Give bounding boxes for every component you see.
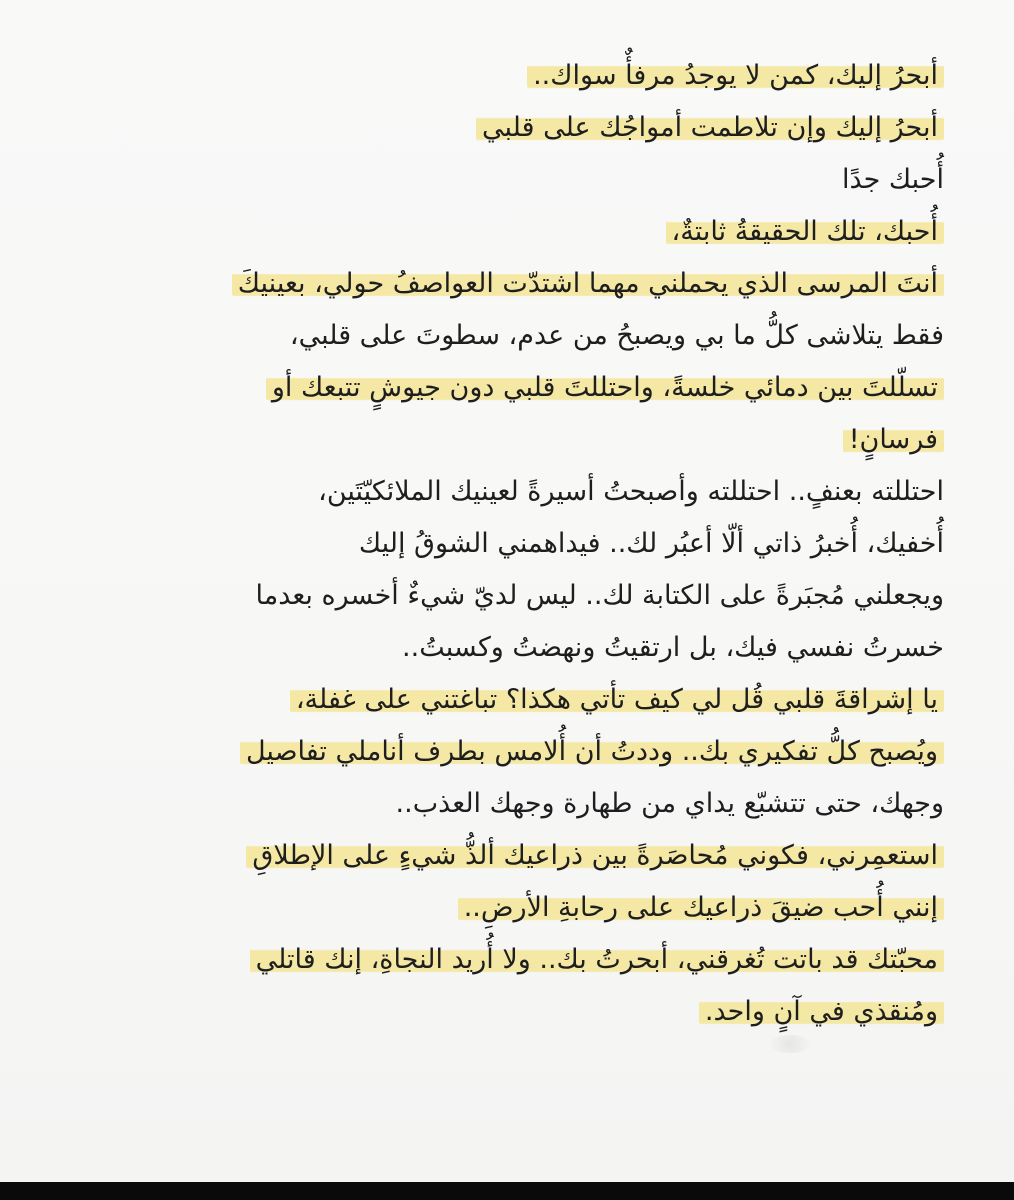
plain-text: وجهك، حتى تتشبّع يداي من طهارة وجهك العذب..: [395, 788, 944, 819]
text-line: [54, 622, 944, 674]
text-line: [54, 726, 944, 778]
text-line: [54, 50, 944, 102]
plain-text: أُحبك جدًا: [841, 164, 944, 195]
poem-text: [54, 50, 944, 1038]
text-line: [54, 882, 944, 934]
highlighted-text: أُحبك، تلك الحقيقةُ ثابتةٌ،: [666, 216, 944, 247]
text-line: [54, 206, 944, 258]
text-line: [54, 102, 944, 154]
plain-text: أُخفيك، أُخبرُ ذاتي ألّا أعبُر لك.. فيداهمني الشوقُ إليك: [358, 528, 944, 559]
text-line: [54, 518, 944, 570]
highlighted-text: فرسانٍ!: [843, 424, 944, 455]
highlighted-text: ومُنقذي في آنٍ واحد.: [699, 996, 944, 1027]
plain-text: خسرتُ نفسي فيك، بل ارتقيتُ ونهضتُ وكسبتُ..: [402, 632, 944, 663]
plain-text: ويجعلني مُجبَرةً على الكتابة لك.. ليس لديّ شيءٌ أخسره بعدما: [255, 580, 944, 611]
paper-smudge: [770, 1035, 810, 1053]
highlighted-text: تسلّلتَ بين دمائي خلسةً، واحتللتَ قلبي دون جيوشٍ تتبعك أو: [266, 372, 944, 403]
bottom-bar: [0, 1182, 1014, 1200]
plain-text: احتللته بعنفٍ.. احتللته وأصبحتُ أسيرةً لعينيك الملائكيّتَين،: [318, 476, 944, 507]
text-line: [54, 570, 944, 622]
highlighted-text: استعمِرني، فكوني مُحاصَرةً بين ذراعيك ألذُّ شيءٍ على الإطلاقِ: [246, 840, 944, 871]
text-line: [54, 674, 944, 726]
text-line: [54, 310, 944, 362]
highlighted-text: أبحرُ إليك، كمن لا يوجدُ مرفأٌ سواك..: [527, 60, 944, 91]
text-line: [54, 830, 944, 882]
text-line: [54, 934, 944, 986]
highlighted-text: محبّتك قد باتت تُغرقني، أبحرتُ بك.. ولا أُريد النجاةِ، إنك قاتلي: [250, 944, 944, 975]
text-line: [54, 362, 944, 414]
text-line: [54, 154, 944, 206]
plain-text: فقط يتلاشى كلُّ ما بي ويصبحُ من عدم، سطوتَ على قلبي،: [289, 320, 944, 351]
highlighted-text: أبحرُ إليك وإن تلاطمت أمواجُك على قلبي: [476, 112, 944, 143]
highlighted-text: أنتَ المرسى الذي يحملني مهما اشتدّت العواصفُ حولي، بعينيكَ: [232, 268, 944, 299]
text-line: [54, 466, 944, 518]
text-line: [54, 414, 944, 466]
highlighted-text: إنني أُحب ضيقَ ذراعيك على رحابةِ الأرضِ..: [458, 892, 944, 923]
text-line: [54, 258, 944, 310]
text-line: [54, 778, 944, 830]
highlighted-text: يا إشراقةَ قلبي قُل لي كيف تأتي هكذا؟ تباغتني على غفلة،: [290, 684, 944, 715]
text-line: [54, 986, 944, 1038]
highlighted-text: ويُصبح كلُّ تفكيري بك.. وددتُ أن أُلامس بطرف أناملي تفاصيل: [240, 736, 944, 767]
